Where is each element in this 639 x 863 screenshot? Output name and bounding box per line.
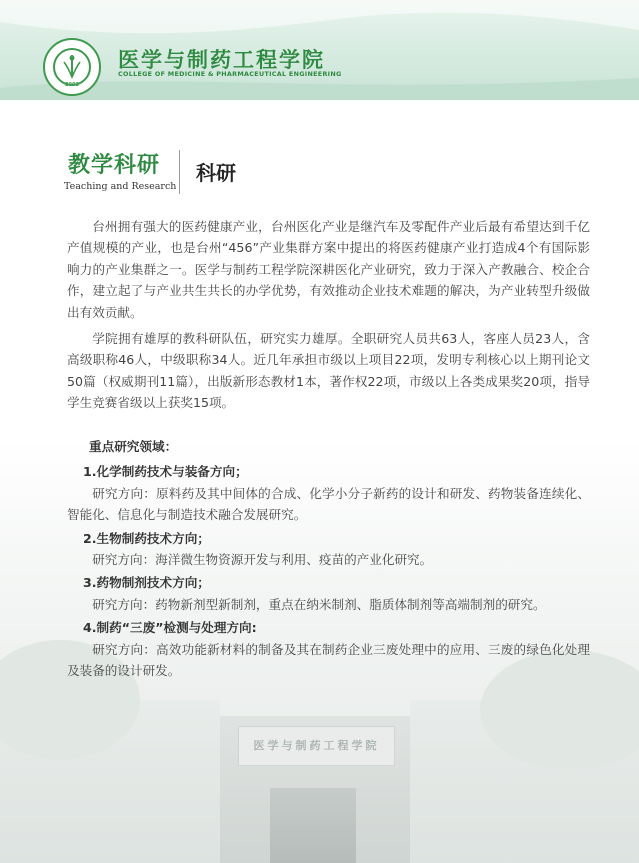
section-title-en: Teaching and Research (64, 181, 177, 192)
school-logo (43, 38, 101, 96)
research-areas (67, 436, 590, 681)
section-divider (179, 150, 180, 194)
direction-4-desc: 研究方向：高效功能新材料的制备及其在制药企业三废处理中的应用、三废的绿色化处理及装备的设计研发。 (67, 641, 590, 679)
building-sign-text: 医学与制药工程学院 (253, 739, 380, 752)
direction-1-title: 1.化学制药技术与装备方向； (83, 464, 248, 480)
school-name-en: COLLEGE OF MEDICINE & PHARMACEUTICAL ENGINEERING (118, 70, 342, 78)
logo-year: 2002 (65, 82, 79, 88)
logo-emblem-icon (55, 50, 89, 84)
building-sign (238, 726, 395, 766)
direction-3-desc: 研究方向：药物新剂型新制剂，重点在纳米制剂、脂质体制剂等高端制剂的研究。 (92, 596, 546, 612)
building-door (270, 788, 356, 863)
research-heading: 重点研究领域： (89, 439, 178, 454)
intro-text (67, 216, 590, 414)
school-name-cn: 医学与制药工程学院 (118, 47, 325, 72)
direction-1-desc: 研究方向：原料药及其中间体的合成、化学小分子新药的设计和研发、药物装备连续化、智能化、信息化与制造技术融合发展研究。 (67, 485, 590, 523)
direction-4-title: 4.制药“三废”检测与处理方向: (83, 620, 257, 636)
section-title-cn: 教学科研 (68, 152, 161, 178)
page-header (0, 0, 639, 100)
direction-2-title: 2.生物制药技术方向； (83, 530, 210, 546)
logo-inner-ring (53, 48, 91, 86)
paragraph-team: 学院拥有雄厚的教科研队伍，研究实力雄厚。全职研究人员共63人，客座人员23人，含高级职称46人，中级职称34人。近几年承担市级以上项目22项，发明专利核心以上期刊论文50篇（权威期刊11篇），出版新形态教材1本，著作权22项，市级以上各类成果奖20项，指导学生竞赛省级以上获奖15项。 (67, 331, 590, 411)
direction-2-desc: 研究方向：海洋微生物资源开发与利用、疫苗的产业化研究。 (92, 552, 433, 568)
direction-3-title: 3.药物制剂技术方向； (83, 575, 210, 591)
section-subtitle: 科研 (196, 161, 236, 185)
paragraph-industry: 台州拥有强大的医药健康产业，台州医化产业是继汽车及零配件产业后最有希望达到千亿产值规模的产业，也是台州“456”产业集群方案中提出的将医药健康产业打造成4个有国际影响力的产业集群之一。医学与制药工程学院深耕医化产业研究，致力于深入产教融合、校企合作，建立起了与产业共生共长的办学优势，有效推动企业技术难题的解决，为产业转型升级做出有效贡献。 (67, 219, 590, 320)
